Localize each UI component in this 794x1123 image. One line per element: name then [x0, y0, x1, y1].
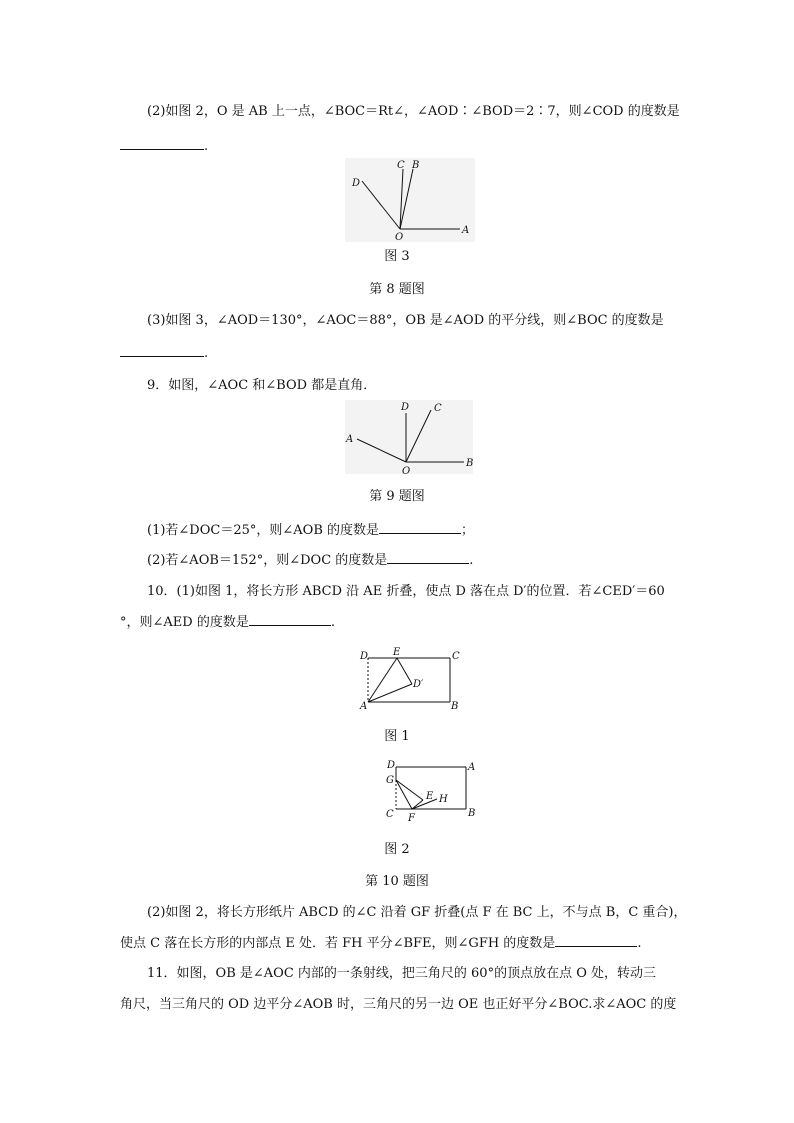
- label-b: B: [466, 458, 474, 469]
- q11-line2: 角尺，当三角尺的 OD 边平分∠AOB 时，三角尺的另一边 OE 也正好平分∠BOC.求∠AOC 的度: [120, 997, 677, 1012]
- answer-blank[interactable]: [379, 521, 461, 534]
- label-d: D: [360, 651, 369, 662]
- answer-blank[interactable]: [555, 934, 637, 947]
- label-b: B: [412, 160, 420, 171]
- label-a: A: [468, 762, 476, 773]
- q10-figure-caption: 第 10 题图: [365, 874, 429, 889]
- label-d: D: [352, 178, 361, 189]
- q10-figure1-caption: 图 1: [384, 729, 410, 744]
- segment-ge: [396, 780, 423, 800]
- answer-blank[interactable]: [120, 137, 204, 150]
- label-h: H: [439, 794, 448, 805]
- q10-part2-line1: (2)如图 2，将长方形纸片 ABCD 的∠C 沿着 GF 折叠(点 F 在 BC 上，不与点 B，C 重合)，: [147, 905, 687, 920]
- q10-line2: °，则∠AED 的度数是 .: [120, 615, 335, 630]
- q10-line1: 10．(1)如图 1，将长方形 ABCD 沿 AE 折叠，使点 D 落在点 D′的位置．若∠CED′＝60: [147, 584, 665, 599]
- q10-figure2-caption: 图 2: [384, 842, 410, 857]
- label-o: O: [395, 232, 404, 243]
- label-c: C: [452, 651, 460, 662]
- q9-intro: 9．如图，∠AOC 和∠BOD 都是直角．: [147, 378, 377, 393]
- figure-q9: [340, 398, 480, 478]
- q8-part3-text: (3)如图 3，∠AOD＝130°，∠AOC＝88°，OB 是∠AOD 的平分线，则∠BOC 的度数是: [147, 313, 664, 328]
- figure-3-caption: 图 3: [384, 249, 410, 264]
- label-o: O: [402, 466, 411, 477]
- figure-3: [340, 155, 480, 245]
- label-d: D: [387, 760, 396, 771]
- answer-blank[interactable]: [120, 344, 204, 357]
- label-c: C: [434, 403, 442, 414]
- label-d: D: [401, 402, 410, 413]
- label-a: A: [346, 434, 354, 445]
- segment-ef: [412, 800, 423, 809]
- answer-blank[interactable]: [387, 551, 469, 564]
- label-c: C: [397, 160, 405, 171]
- label-a: A: [462, 225, 470, 236]
- fold-gf: [396, 780, 412, 809]
- q10-part2-line2: 使点 C 落在长方形的内部点 E 处．若 FH 平分∠BFE，则∠GFH 的度数是 .: [120, 936, 642, 951]
- q9-part2: (2)若∠AOB＝152°，则∠DOC 的度数是 .: [147, 553, 474, 568]
- q9-figure-caption: 第 9 题图: [369, 489, 425, 504]
- label-g: G: [386, 775, 394, 786]
- figure-q10-1: [355, 646, 465, 714]
- q8-part2-text: (2)如图 2，O 是 AB 上一点，∠BOC＝Rt∠，∠AOD∶∠BOD＝2∶7，则∠COD 的度数是: [147, 104, 680, 119]
- label-d-prime: D′: [413, 679, 424, 690]
- label-b: B: [451, 701, 459, 712]
- q11-line1: 11．如图，OB 是∠AOC 内部的一条射线，把三角尺的 60°的顶点放在点 O 处，转动三: [147, 966, 656, 981]
- q9-part1: (1)若∠DOC＝25°，则∠AOB 的度数是 ；: [147, 523, 475, 538]
- segment-ed: [397, 658, 412, 684]
- q8-figure-caption: 第 8 题图: [369, 282, 425, 297]
- label-e: E: [426, 791, 434, 802]
- figure-q10-2: [382, 758, 482, 824]
- label-a: A: [360, 701, 368, 712]
- answer-blank[interactable]: [249, 613, 331, 626]
- q8-part2-answer: .: [120, 137, 208, 156]
- segment-ad: [368, 684, 412, 702]
- label-c: C: [386, 809, 394, 820]
- q8-part3-answer: .: [120, 344, 208, 363]
- label-f: F: [408, 813, 415, 824]
- label-b: B: [468, 808, 476, 819]
- label-e: E: [393, 647, 401, 658]
- fold-ae: [368, 658, 397, 702]
